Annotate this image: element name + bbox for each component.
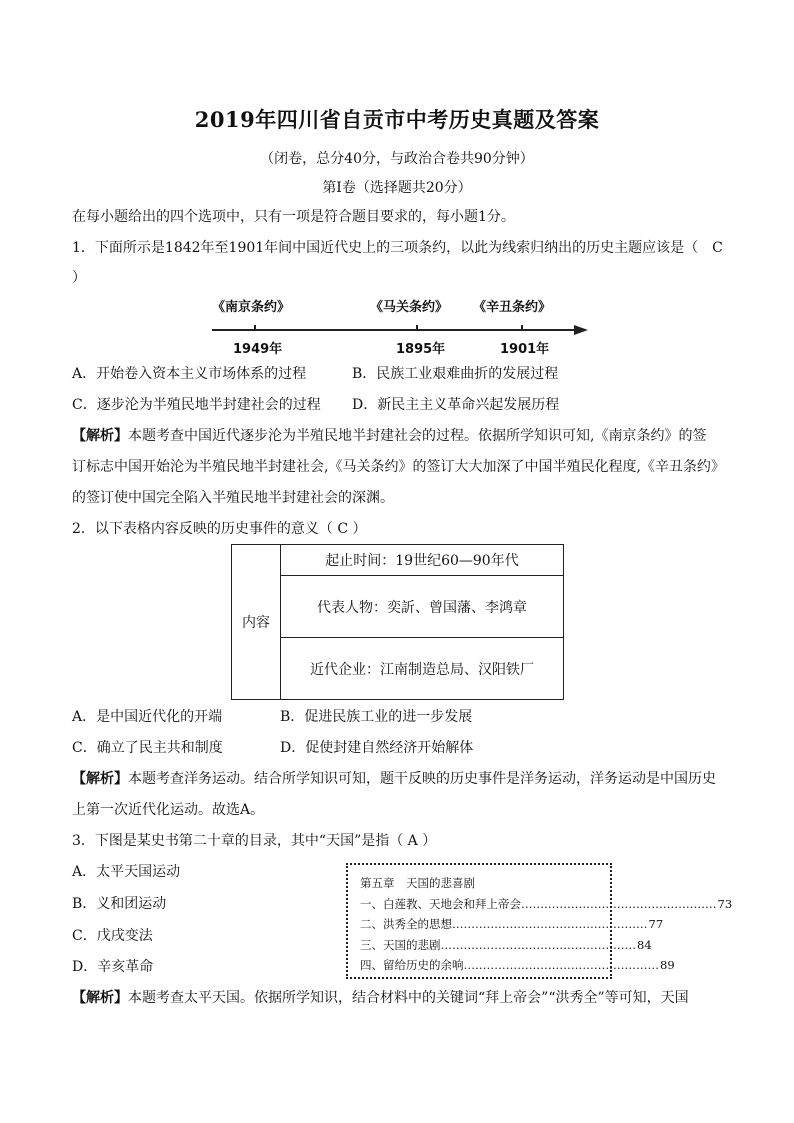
q3-option-c: C．戊戌变法 [72, 928, 153, 944]
toc-heading: 第五章 天国的悲喜剧 [360, 876, 475, 890]
analysis-tag: 【解析】 [72, 428, 128, 444]
section-heading: 第Ⅰ卷（选择题共20分） [322, 180, 472, 196]
table-cell-figures: 代表人物：奕訢、曾国藩、李鸿章 [281, 576, 564, 638]
table-header-cell: 内容 [232, 545, 281, 700]
q1-option-d: D．新民主主义革命兴起发展历程 [352, 397, 560, 413]
table-cell-period: 起止时间：19世纪60—90年代 [281, 545, 564, 576]
exam-subtitle: （闭卷，总分40分，与政治合卷共90分钟） [260, 151, 534, 167]
q1-stem-line1: 1．下面所示是1842年至1901年间中国近代史上的三项条约，以此为线索归纳出的历史主题应该是（ C [72, 240, 723, 256]
analysis-tag: 【解析】 [72, 771, 128, 787]
year-label-1: 1949年 [233, 342, 283, 357]
q3-option-b: B．义和团运动 [72, 896, 167, 912]
toc-item: 二、洪秀全的思想 …………………………………………… 77 [360, 914, 600, 935]
toc-leader-dots: …………………………………………… [440, 937, 636, 952]
treaty-maguan-label: 《马关条约》 [370, 300, 449, 315]
q3-option-d: D．辛亥革命 [72, 959, 154, 975]
q1-option-a: A．开始卷入资本主义市场体系的过程 [72, 366, 307, 382]
analysis-tag: 【解析】 [72, 990, 128, 1006]
q2-table [231, 544, 564, 700]
treaty-xinchou-label: 《辛丑条约》 [473, 300, 552, 315]
toc-item: 四、留给历史的余响 …………………………………………… 89 [360, 955, 600, 976]
toc-leader-dots: …………………………………………… [452, 917, 648, 931]
q2-option-b: B．促进民族工业的进一步发展 [280, 709, 473, 725]
q3-option-a: A．太平天国运动 [72, 864, 181, 880]
q2-stem: 2．以下表格内容反映的历史事件的意义（ C ） [72, 521, 367, 537]
year-label-3: 1901年 [500, 342, 550, 357]
q1-analysis-line2: 订标志中国开始沦为半殖民地半封建社会,《马关条约》的签订大大加深了中国半殖民化程度,《辛丑条约》 [72, 459, 725, 475]
q2-option-c: C．确立了民主共和制度 [72, 740, 223, 756]
q2-option-d: D．促使封建自然经济开始解体 [280, 740, 474, 756]
q1-analysis-line3: 的签订使中国完全陷入半殖民地半封建社会的深渊。 [72, 490, 394, 506]
analysis-text: 本题考查中国近代逐步沦为半殖民地半封建社会的过程。依据所学知识可知,《南京条约》的签 [128, 428, 707, 444]
page-title: 2019年四川省自贡市中考历史真题及答案 [194, 107, 600, 132]
year-label-2: 1895年 [396, 342, 446, 357]
q1-stem-line2: ） [72, 270, 86, 286]
q1-timeline [200, 290, 600, 360]
analysis-text: 本题考查洋务运动。结合所学知识可知，题干反映的历史事件是洋务运动，洋务运动是中国历史 [128, 771, 716, 787]
q2-option-a: A．是中国近代化的开端 [72, 709, 223, 725]
treaty-nanjing-label: 《南京条约》 [212, 300, 291, 315]
analysis-text: 本题考查太平天国。依据所学知识，结合材料中的关键词“拜上帝会”“洪秀全”等可知，天国 [128, 990, 689, 1006]
q1-analysis-line1 [72, 426, 706, 446]
instruction: 在每小题给出的四个选项中，只有一项是符合题目要求的，每小题1分。 [72, 209, 515, 225]
q3-stem: 3．下图是某史书第二十章的目录，其中“天国”是指（ A ） [72, 833, 437, 849]
q2-analysis-line1 [72, 769, 716, 789]
q1-option-c: C．逐步沦为半殖民地半封建社会的过程 [72, 397, 321, 413]
toc-leader-dots: …………………………………………… [521, 896, 717, 911]
toc-item: 一、白莲教、天地会和拜上帝会 …………………………………………… 73 [360, 894, 600, 915]
table-cell-enterprises: 近代企业：江南制造总局、汉阳铁厂 [281, 638, 564, 700]
q1-option-b: B．民族工业艰难曲折的发展过程 [352, 366, 559, 382]
q3-analysis-line1 [72, 988, 689, 1008]
q3-table-of-contents [346, 863, 733, 979]
toc-leader-dots: …………………………………………… [463, 958, 659, 972]
q2-analysis-line2: 上第一次近代化运动。故选A。 [72, 802, 265, 818]
toc-item: 三、天国的悲剧 …………………………………………… 84 [360, 935, 600, 956]
